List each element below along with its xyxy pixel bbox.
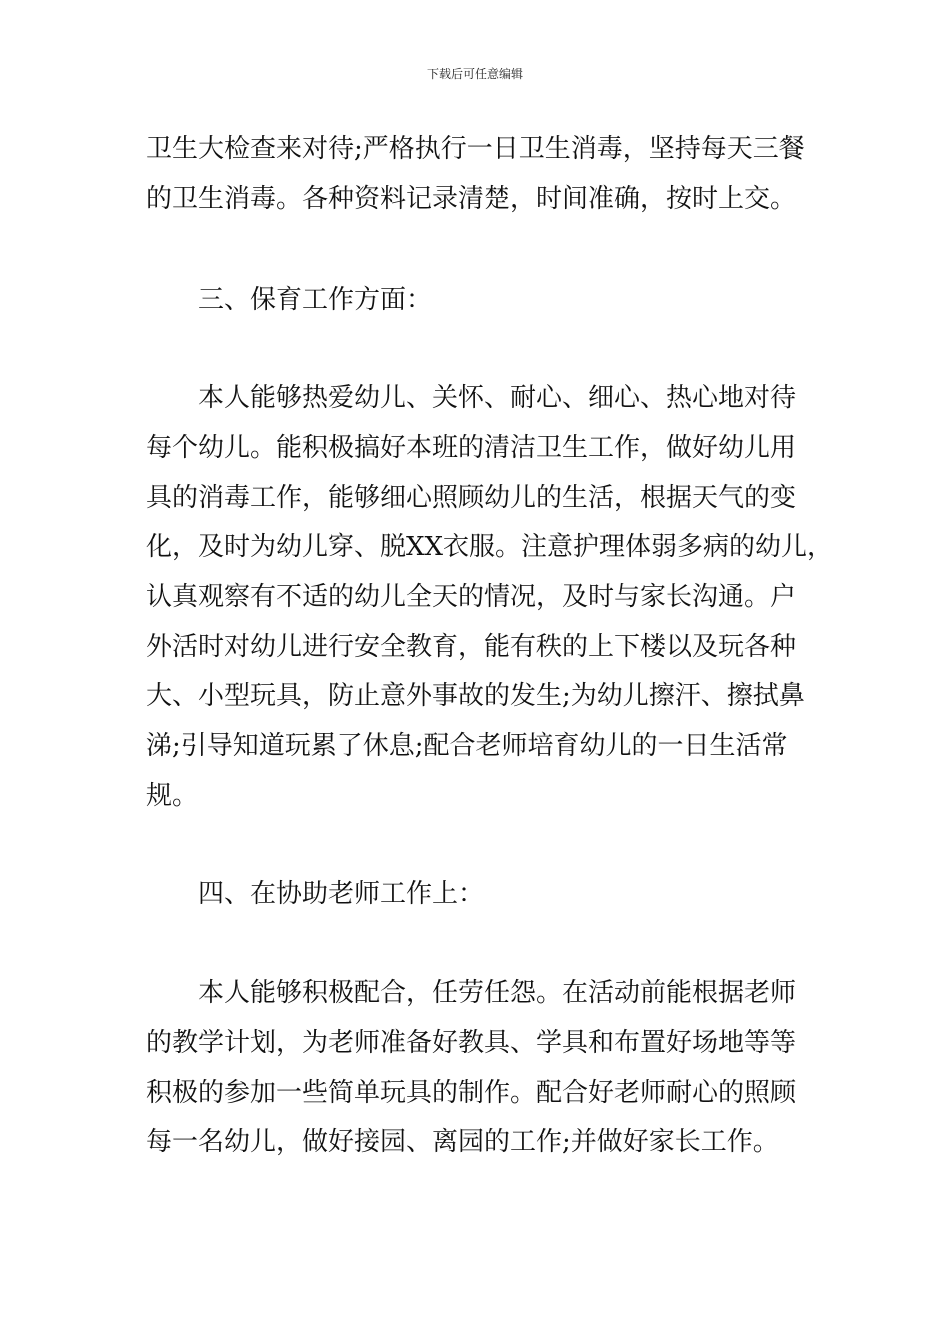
paragraph-line: 涕;引导知道玩累了休息;配合老师培育幼儿的一日生活常: [146, 731, 788, 761]
paragraph-line: 大、小型玩具，防止意外事故的发生;为幼儿擦汗、擦拭鼻: [146, 681, 805, 711]
paragraph-line: 本人能够积极配合，任劳任怨。在活动前能根据老师: [198, 978, 797, 1008]
paragraph-line: 的教学计划，为老师准备好教具、学具和布置好场地等等: [146, 1028, 797, 1058]
paragraph-line: 积极的参加一些简单玩具的制作。配合好老师耐心的照顾: [146, 1078, 797, 1108]
section-heading: 四、在协助老师工作上：: [198, 879, 485, 909]
paragraph-line: 卫生大检查来对待;严格执行一日卫生消毒，坚持每天三餐: [146, 134, 805, 164]
paragraph-line: 认真观察有不适的幼儿全天的情况，及时与家长沟通。户: [146, 582, 797, 612]
paragraph-line: 每一名幼儿，做好接园、离园的工作;并做好家长工作。: [146, 1127, 779, 1157]
paragraph-line: 化，及时为幼儿穿、脱XX衣服。注意护理体弱多病的幼儿，: [146, 532, 834, 562]
paragraph-line: 本人能够热爱幼儿、关怀、耐心、细心、热心地对待: [198, 383, 797, 413]
paragraph-line: 每个幼儿。能积极搞好本班的清洁卫生工作，做好幼儿用: [146, 433, 797, 463]
paragraph-line: 的卫生消毒。各种资料记录清楚，时间准确，按时上交。: [146, 184, 797, 214]
paragraph-line: 外活时对幼儿进行安全教育，能有秩的上下楼以及玩各种: [146, 632, 797, 662]
paragraph-line: 具的消毒工作，能够细心照顾幼儿的生活，根据天气的变: [146, 483, 797, 513]
paragraph-line: 规。: [146, 781, 199, 811]
section-heading: 三、保育工作方面：: [198, 285, 433, 315]
page-header: 下载后可任意编辑: [426, 67, 523, 81]
